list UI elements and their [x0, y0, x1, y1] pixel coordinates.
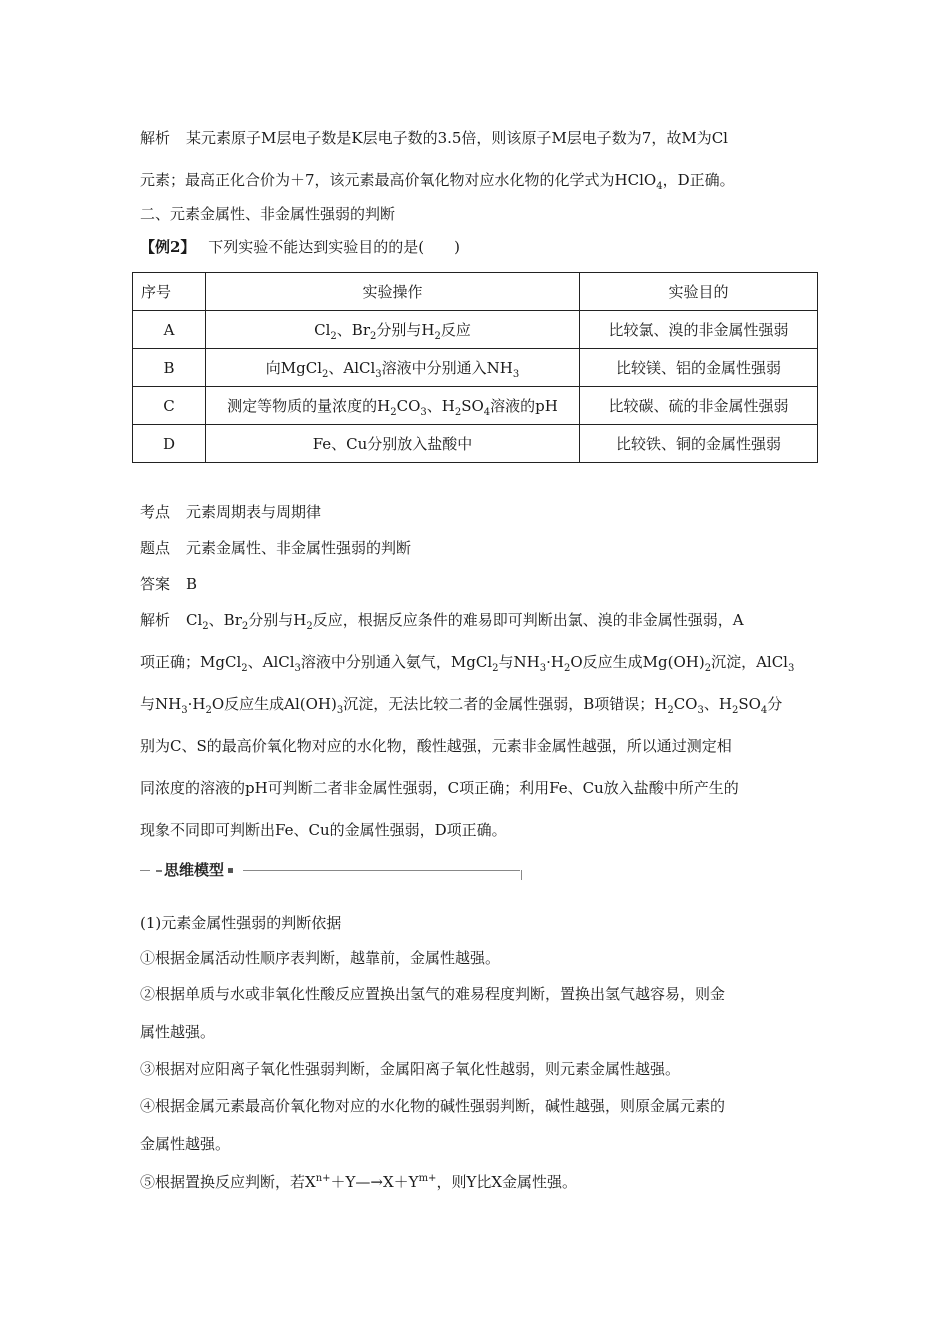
model-heading: (1)元素金属性强弱的判断依据: [140, 914, 342, 932]
square-bullet-icon: [228, 868, 233, 873]
kaodian-label: 考点: [140, 503, 171, 521]
intro-analysis-line-1: 解析 某元素原子M层电子数是K层电子数的3.5倍，则该原子M层电子数为7，故M为Cl: [140, 129, 728, 147]
analysis-line-6: 现象不同即可判断出Fe、Cu的金属性强弱，D项正确。: [140, 821, 507, 839]
row-goal: 比较铁、铜的金属性强弱: [580, 425, 818, 463]
answer-label: 答案: [140, 575, 171, 593]
model-point-1: ①根据金属活动性顺序表判断，越靠前，金属性越强。: [140, 949, 501, 967]
table-row: [133, 311, 818, 349]
analysis-line-3: 与$NH_3\cdot H_2O$反应生成$Al(OH)_3$沉淀，无法比较二者的金属性强弱，B项错误；$H_2CO_3$、$H_2SO_4$分: [140, 695, 783, 716]
row-goal: 比较镁、铝的金属性强弱: [580, 349, 818, 387]
model-point-2-line-1: ②根据单质与水或非氧化性酸反应置换出氢气的难易程度判断，置换出氢气越容易，则金: [140, 985, 726, 1003]
row-operation: $Cl_2$、$Br_2$分别与$H_2$反应: [206, 311, 580, 349]
row-id: A: [133, 311, 206, 349]
analysis-line-2: 项正确；MgCl$_2$、AlCl$_3$溶液中分别通入氨气，MgCl$_2$与$NH_3\cdot H_2O$反应生成$Mg(OH)_2$沉淀，AlCl$_3$: [140, 653, 795, 674]
example-label: 【例2】: [140, 238, 196, 256]
analysis-line-4: 别为C、S的最高价氧化物对应的水化物，酸性越强，元素非金属性越强，所以通过测定相: [140, 737, 732, 755]
answer-line: 答案 B: [140, 575, 198, 593]
row-operation: Fe、Cu分别放入盐酸中: [206, 425, 580, 463]
analysis-label: 解析: [140, 129, 171, 147]
analysis-line-5: 同浓度的溶液的pH可判断二者非金属性强弱，C项正确；利用Fe、Cu放入盐酸中所产生的: [140, 779, 739, 797]
analysis-label: 解析: [140, 611, 171, 629]
row-id: D: [133, 425, 206, 463]
table-row: [133, 387, 818, 425]
row-id: C: [133, 387, 206, 425]
header-cell: 实验目的: [580, 273, 818, 311]
model-point-2-line-2: 属性越强。: [140, 1023, 216, 1041]
row-goal: 比较碳、硫的非金属性强弱: [580, 387, 818, 425]
table-row: [133, 349, 818, 387]
table-header-row: [133, 273, 818, 311]
model-point-5: ⑤根据置换反应判断，若$X^{n+}+Y—\to X+Y^{m+}$，则Y比X金属性强。: [140, 1173, 578, 1191]
banner-title: 思维模型: [164, 861, 225, 879]
row-id: B: [133, 349, 206, 387]
row-operation: 测定等物质的量浓度的$H_2CO_3$、$H_2SO_4$溶液的pH: [206, 387, 580, 425]
example-question: 【例2】 下列实验不能达到实验目的的是( ): [140, 238, 460, 256]
header-cell: 实验操作: [206, 273, 580, 311]
thinking-model-banner: [140, 858, 522, 884]
row-operation: 向MgCl$_2$、AlCl$_3$溶液中分别通入$NH_3$: [206, 349, 580, 387]
row-goal: 比较氯、溴的非金属性强弱: [580, 311, 818, 349]
tidian-label: 题点: [140, 539, 171, 557]
section-heading: 二、元素金属性、非金属性强弱的判断: [140, 205, 396, 223]
kaodian-line: 考点 元素周期表与周期律: [140, 503, 322, 521]
analysis-line-1: 解析 $Cl_2$、$Br_2$分别与$H_2$反应，根据反应条件的难易即可判断出氯、溴的非金属性强弱，A: [140, 611, 744, 632]
tidian-line: 题点 元素金属性、非金属性强弱的判断: [140, 539, 412, 557]
model-point-3: ③根据对应阳离子氧化性强弱判断，金属阳离子氧化性越弱，则元素金属性越强。: [140, 1060, 681, 1078]
dash-icon: [156, 870, 162, 872]
experiment-table: [132, 272, 818, 463]
intro-analysis-line-2: 元素；最高正化合价为＋7，该元素最高价氧化物对应水化物的化学式为HClO$_4$，D正确。: [140, 171, 735, 192]
model-point-4-line-2: 金属性越强。: [140, 1135, 231, 1153]
table-row: [133, 425, 818, 463]
header-cell: 序号: [133, 273, 206, 311]
model-point-4-line-1: ④根据金属元素最高价氧化物对应的水化物的碱性强弱判断，碱性越强，则原金属元素的: [140, 1097, 726, 1115]
